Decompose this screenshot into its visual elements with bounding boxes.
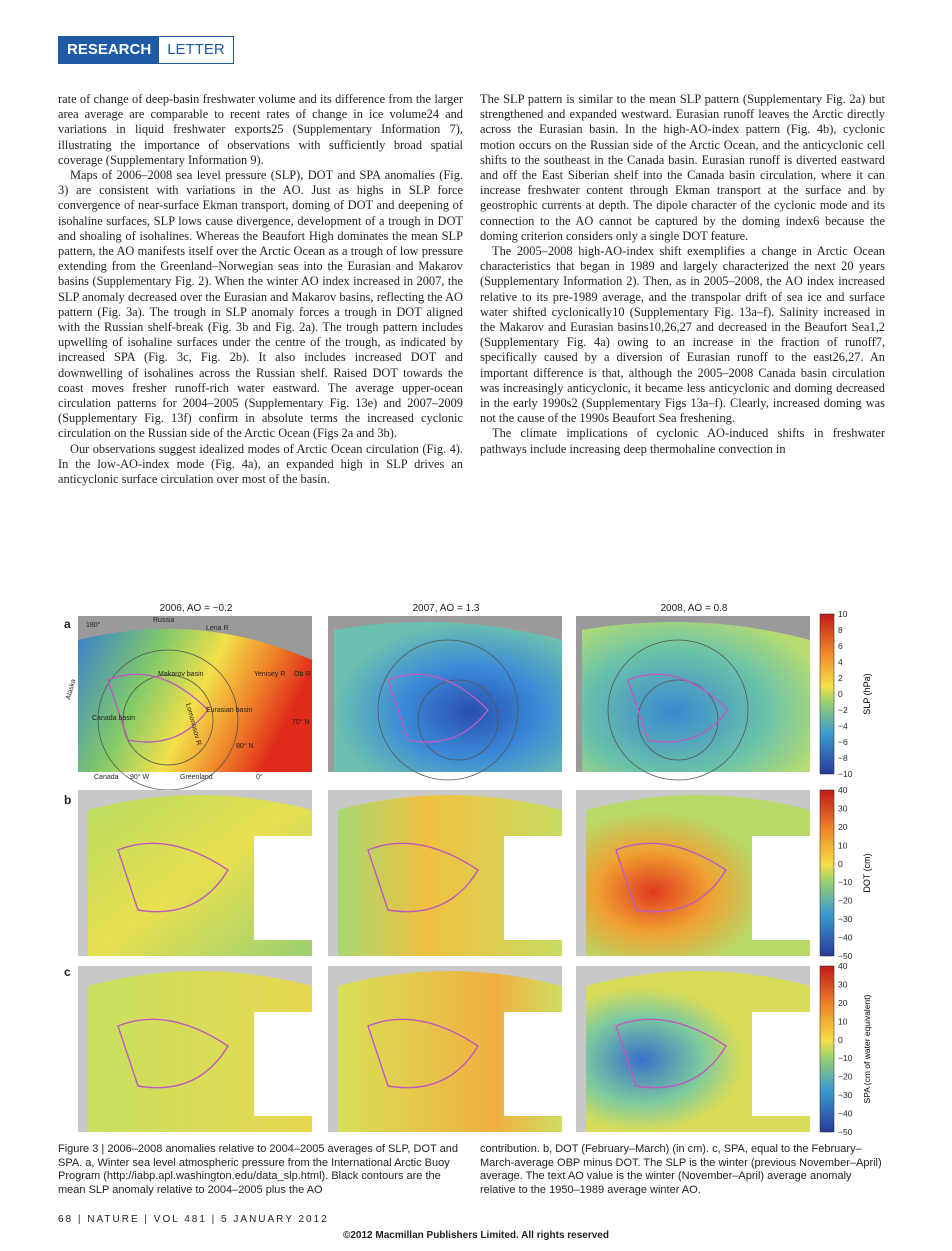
figure-caption-right: contribution. b, DOT (February–March) (in cm). c, SPA, equal to the February–March-average OBP minus DOT. The SLP is the winter (previous November–April) average. The text AO value is the winter (November–April) average anomaly relative to the 1950–1989 average winter AO.	[480, 1143, 882, 1196]
colorbar-tick: −4	[838, 721, 848, 731]
colorbar-tick: −10	[838, 877, 853, 888]
map-2007-slp	[328, 616, 562, 780]
colorbar-tick: 2	[838, 673, 843, 683]
colorbar-label: SLP (hPa)	[862, 673, 872, 715]
colorbar-tick: −6	[838, 737, 848, 747]
colorbar-label: DOT (cm)	[862, 853, 872, 893]
map-label: 90° W	[130, 774, 150, 781]
colorbar-tick: 0	[838, 689, 843, 699]
colorbar-tick: 20	[838, 821, 848, 832]
colorbar-tick: −20	[838, 1071, 853, 1082]
colorbar-tick: 30	[838, 803, 848, 814]
colorbar-tick: −8	[838, 753, 848, 763]
map-2007-dot	[328, 790, 562, 956]
map-2006-dot	[78, 790, 312, 956]
row-label: a	[64, 617, 71, 631]
map-label: Greenland	[180, 774, 213, 781]
colorbar-tick: 6	[838, 641, 843, 651]
map-label: Canada	[94, 774, 119, 781]
paragraph: Maps of 2006–2008 sea level pressure (SLP), DOT and SPA anomalies (Fig. 3) are consistent with variations in the AO. Just as highs in SLP force convergence of near-surface Ekman transport, doming of DOT and deepening of isohaline surfaces, SLP lows cause divergence, development of a trough in DOT and shoaling of isohalines. Whereas the Beaufort High dominates the mean SLP pattern, the AO manifests itself over the Arctic Ocean as a trough of low pressure extending from the Greenland–Norwegian seas into the Eurasian and Makarov basins (Supplementary Fig. 2). When the winter AO index increased in 2007, the SLP anomaly decreased over the Eurasian and Makarov basins, reflecting the AO pattern (Fig. 3a). The trough in SLP anomaly forces a trough in DOT aligned with the Russian shelf-break (Fig. 3b and Fig. 2a). The trough pattern includes upwelling of isohaline surfaces under the centre of the trough, as indicated by increased SPA (Fig. 3c, Fig. 2b). It also includes increased DOT and downwelling of isohalines across the Russian shelf. Raised DOT towards the coast moves fresher runoff-rich water eastward. The average upper-ocean circulation patterns for 2004–2005 (Supplementary Fig. 13e) and 2007–2009 (Supplementary Fig. 13f) confirm in absolute terms the increased cyclonic circulation on the Russian side of the Arctic Ocean (Figs 2a and 3b).	[58, 168, 463, 441]
colorbar-tick: −40	[838, 1108, 853, 1119]
map-label: Russia	[153, 617, 175, 624]
research-label: RESEARCH	[59, 37, 159, 63]
row-label: c	[64, 965, 71, 979]
colorbar-tick: −50	[838, 951, 853, 961]
col-title: 2008, AO = 0.8	[660, 603, 728, 614]
map-label: Lena R	[206, 625, 229, 632]
map-label: 180°	[86, 622, 101, 629]
copyright: ©2012 Macmillan Publishers Limited. All rights reserved	[343, 1230, 609, 1241]
col-title: 2006, AO = −0.2	[159, 603, 233, 614]
colorbar-tick: 40	[838, 785, 848, 795]
map-label: Canada basin	[92, 715, 136, 722]
map-2008-spa	[576, 966, 810, 1132]
figure-3	[58, 600, 894, 1140]
colorbar-slp	[820, 609, 872, 779]
colorbar-tick: −30	[838, 1090, 853, 1101]
colorbar-tick: 10	[838, 840, 848, 851]
colorbar-tick: −20	[838, 895, 853, 906]
colorbar-tick: 4	[838, 657, 843, 667]
colorbar-tick: −30	[838, 914, 853, 925]
paragraph: The SLP pattern is similar to the mean SLP pattern (Supplementary Fig. 2a) but strengthened and expanded westward. Eurasian runoff leaves the Arctic directly across the Eurasian basin. In the high-AO-index pattern (Fig. 4b), cyclonic motion occurs on the Russian side of the Arctic Ocean, and the anticyclonic cell shifts to the southeast in the Canada basin. Eurasian runoff is diverted eastward and off the East Siberian shelf into the Canada basin circulation, where it can increase freshwater content through Ekman transport at the surface and by geostrophic currents at depth. The dipole character of the cyclonic mode and its connection to the AO cannot be captured by the doming index6 because the doming criterion considers only a single DOT feature.	[480, 92, 885, 243]
colorbar-tick: −10	[838, 1053, 853, 1064]
map-label: 0°	[256, 774, 263, 781]
map-label: Lomonosov R	[184, 702, 203, 747]
colorbar-tick: 40	[838, 961, 848, 971]
map-label: Eurasian basin	[206, 707, 253, 714]
row-label: b	[64, 793, 72, 807]
paragraph: rate of change of deep-basin freshwater volume and its difference from the larger area average are comparable to recent rates of change in ice volume24 and variations in liquid freshwater exports25 (Supplementary Information 7), illustrating the importance of observations with sufficiently broad spatial coverage (Supplementary Information 9).	[58, 92, 463, 167]
map-label: Yenisey R	[254, 671, 286, 678]
colorbar-spa	[820, 961, 872, 1137]
colorbar-tick: −40	[838, 932, 853, 943]
paragraph: The climate implications of cyclonic AO-induced shifts in freshwater pathways include increasing deep thermohaline convection in	[480, 426, 885, 456]
colorbar-tick: 0	[838, 1034, 843, 1045]
colorbar-tick: 20	[838, 997, 848, 1008]
paragraph: The 2005–2008 high-AO-index shift exemplifies a change in Arctic Ocean characteristics that began in 1989 and largely characterized the next 20 years (Supplementary Information 2). Then, as in 2005–2008, the AO index increased relative to its pre-1989 average, and the transpolar drift of sea ice and surface water shifted cyclonically10 (Supplementary Fig. 13a–f). Salinity increased in the Makarov and Eurasian basins10,26,27 and decreased in the Beaufort Sea1,2 (Supplementary Fig. 4a) owing to an increase in the fraction of runoff7, specifically caused by a diversion of Eurasian runoff to the east26,27. An important difference is that, although the 2005–2008 Canada basin circulation was increasingly anticyclonic, it became less anticyclonic and doming decreased in the early 1990s2 (Supplementary Figs 13a–f). Clearly, increased doming was not the cause of the 1990s Beaufort Sea freshening.	[480, 244, 885, 426]
colorbar-tick: 0	[838, 858, 843, 869]
map-label: Ob R	[294, 671, 311, 678]
right-text-column	[480, 92, 885, 457]
colorbar-tick: 10	[838, 609, 848, 619]
figure-caption-left: Figure 3 | 2006–2008 anomalies relative to 2004–2005 averages of SLP, DOT and SPA. a, Winter sea level atmospheric pressure from the International Arctic Buoy Program (http://iabp.apl.washington.edu/data_slp.html). Black contours are the mean SLP anomaly relative to 2004–2005 plus the AO	[58, 1143, 458, 1196]
row-labels	[64, 617, 71, 979]
map-2007-spa	[328, 966, 562, 1132]
col-titles	[160, 603, 728, 614]
map-2008-dot	[576, 790, 810, 956]
map-label: 80° N	[236, 743, 254, 750]
map-2006-slp	[78, 616, 312, 790]
colorbar-tick: 8	[838, 625, 843, 635]
colorbar-label: SPA (cm of water equivalent)	[862, 994, 872, 1104]
map-2008-slp	[576, 616, 810, 780]
colorbar-tick: −10	[838, 769, 853, 779]
letter-label: LETTER	[167, 41, 225, 58]
page-footer: 68 | NATURE | VOL 481 | 5 JANUARY 2012	[58, 1214, 329, 1225]
colorbar-tick: −50	[838, 1127, 853, 1137]
colorbar-tick: 30	[838, 979, 848, 990]
col-title: 2007, AO = 1.3	[412, 603, 480, 614]
left-text-column	[58, 92, 463, 487]
colorbar-tick: 10	[838, 1016, 848, 1027]
map-label: Alaska	[65, 678, 78, 701]
colorbar-dot	[820, 785, 872, 961]
map-label: Makarov basin	[158, 671, 204, 678]
map-2006-spa	[78, 966, 312, 1132]
map-label: 70° N	[292, 719, 310, 726]
colorbar-tick: −2	[838, 705, 848, 715]
section-header	[58, 36, 234, 64]
paragraph: Our observations suggest idealized modes of Arctic Ocean circulation (Fig. 4). In the low-AO-index mode (Fig. 4a), an expanded high in SLP drives an anticyclonic surface circulation over most of the basin.	[58, 441, 463, 487]
